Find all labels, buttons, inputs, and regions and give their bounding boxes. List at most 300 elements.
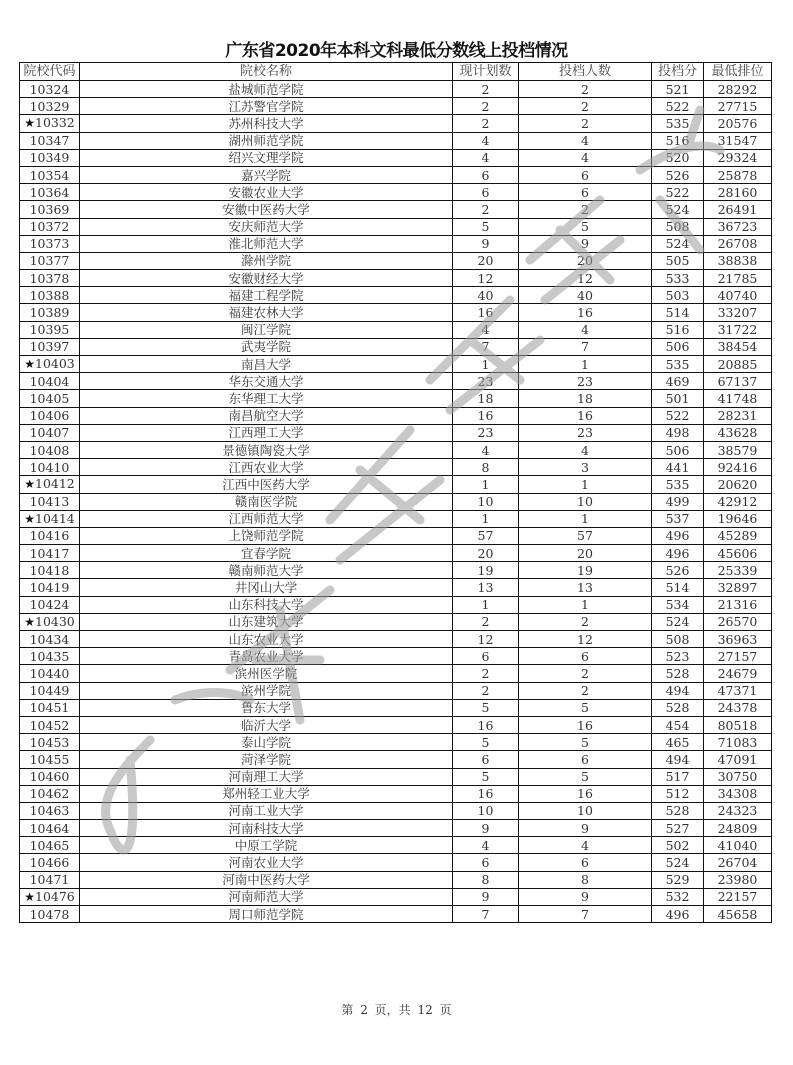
cell-school-code	[20, 768, 80, 785]
cell-school-name	[80, 768, 453, 785]
cell-plan-count	[453, 854, 519, 871]
cell-school-name-text: 江西中医药大学	[222, 476, 310, 492]
cell-admission-score	[652, 287, 704, 304]
cell-admitted-count-text: 2	[581, 614, 589, 630]
cell-plan-count-text: 4	[481, 442, 490, 458]
cell-school-code	[20, 734, 80, 751]
cell-plan-count	[453, 906, 519, 923]
cell-school-code	[20, 596, 80, 613]
cell-school-code	[20, 270, 80, 287]
cell-min-rank	[704, 682, 772, 699]
cell-school-code	[20, 682, 80, 699]
cell-school-name	[80, 81, 453, 98]
cell-min-rank-text: 30750	[717, 769, 758, 785]
cell-school-name	[80, 441, 453, 458]
cell-plan-count-text: 1	[481, 597, 490, 613]
table-row	[20, 751, 772, 768]
cell-school-name-text: 嘉兴学院	[240, 167, 291, 183]
cell-admitted-count	[519, 837, 652, 854]
cell-min-rank	[704, 321, 772, 338]
cell-school-name	[80, 682, 453, 699]
cell-school-code-text: 10440	[29, 665, 70, 681]
cell-min-rank-text: 27715	[717, 98, 758, 114]
cell-admission-score-text: 524	[665, 855, 690, 871]
cell-school-code-text: 10419	[29, 580, 70, 596]
cell-admission-score-text: 503	[665, 287, 690, 303]
cell-admission-score-text: 528	[665, 803, 690, 819]
cell-school-name	[80, 166, 453, 183]
cell-school-code	[20, 888, 80, 905]
cell-min-rank	[704, 527, 772, 544]
cell-school-code	[20, 407, 80, 424]
cell-school-code	[20, 218, 80, 235]
cell-school-name-text: 河南师范大学	[228, 889, 304, 905]
cell-school-code	[20, 81, 80, 98]
cell-min-rank	[704, 132, 772, 149]
cell-min-rank-text: 43628	[717, 425, 758, 441]
table-row	[20, 287, 772, 304]
cell-min-rank	[704, 252, 772, 269]
cell-school-name-text: 南昌航空大学	[228, 408, 304, 424]
table-row	[20, 218, 772, 235]
cell-plan-count-text: 6	[481, 648, 490, 664]
cell-plan-count-text: 8	[481, 872, 490, 888]
cell-school-name-text: 闽江学院	[240, 322, 291, 338]
cell-admitted-count-text: 9	[581, 820, 589, 836]
cell-admitted-count	[519, 98, 652, 115]
cell-min-rank	[704, 631, 772, 648]
table-row	[20, 596, 772, 613]
cell-min-rank-text: 29324	[717, 150, 758, 166]
cell-admitted-count-text: 4	[581, 837, 589, 853]
cell-min-rank-text: 34308	[717, 786, 758, 802]
cell-admitted-count-text: 4	[581, 133, 589, 149]
cell-school-name-text: 滨州学院	[240, 683, 291, 699]
cell-admission-score	[652, 682, 704, 699]
cell-plan-count	[453, 802, 519, 819]
header-plan-count: 现计划数	[453, 63, 519, 81]
cell-school-code-text: 10410	[29, 459, 70, 475]
table-row	[20, 407, 772, 424]
cell-admitted-count	[519, 441, 652, 458]
cell-school-name-text: 河南农业大学	[228, 855, 304, 871]
cell-plan-count-text: 10	[477, 803, 494, 819]
star-icon: ★	[24, 511, 35, 526]
cell-school-code	[20, 854, 80, 871]
cell-min-rank-text: 20620	[717, 476, 758, 492]
cell-admission-score-text: 454	[665, 717, 690, 733]
cell-admitted-count-text: 2	[581, 665, 589, 681]
table-row	[20, 493, 772, 510]
cell-school-name	[80, 304, 453, 321]
cell-min-rank	[704, 751, 772, 768]
cell-school-name-text: 湖州师范学院	[228, 133, 304, 149]
admission-table	[19, 62, 772, 923]
cell-min-rank	[704, 390, 772, 407]
table-row	[20, 338, 772, 355]
cell-admission-score-text: 524	[665, 236, 690, 252]
cell-admitted-count-text: 5	[581, 700, 589, 716]
cell-min-rank	[704, 149, 772, 166]
cell-school-code-text: 10388	[29, 287, 70, 303]
cell-school-code	[20, 424, 80, 441]
cell-admitted-count-text: 6	[581, 855, 589, 871]
cell-plan-count	[453, 613, 519, 630]
cell-school-name	[80, 871, 453, 888]
cell-admitted-count	[519, 235, 652, 252]
table-row	[20, 441, 772, 458]
cell-min-rank	[704, 545, 772, 562]
cell-school-code	[20, 390, 80, 407]
cell-admitted-count	[519, 287, 652, 304]
cell-school-code	[20, 166, 80, 183]
cell-admission-score	[652, 596, 704, 613]
cell-school-code-text: 10478	[29, 906, 70, 922]
cell-admission-score-text: 498	[665, 425, 690, 441]
cell-admitted-count-text: 6	[581, 184, 589, 200]
cell-school-name	[80, 785, 453, 802]
cell-admission-score	[652, 166, 704, 183]
cell-admitted-count	[519, 768, 652, 785]
table-header-row	[20, 63, 772, 81]
cell-school-name	[80, 579, 453, 596]
header-admission-score: 投档分	[652, 63, 704, 81]
cell-admitted-count	[519, 270, 652, 287]
cell-plan-count	[453, 459, 519, 476]
cell-admission-score	[652, 424, 704, 441]
cell-school-code	[20, 716, 80, 733]
cell-admission-score-text: 494	[665, 683, 690, 699]
cell-admitted-count	[519, 579, 652, 596]
cell-admitted-count	[519, 459, 652, 476]
cell-plan-count	[453, 579, 519, 596]
cell-admission-score	[652, 837, 704, 854]
cell-admission-score	[652, 304, 704, 321]
cell-school-code-text: 10329	[29, 98, 70, 114]
cell-school-name	[80, 407, 453, 424]
cell-admission-score	[652, 871, 704, 888]
cell-min-rank	[704, 287, 772, 304]
cell-plan-count	[453, 218, 519, 235]
cell-school-name	[80, 115, 453, 132]
cell-admitted-count	[519, 562, 652, 579]
cell-admission-score-text: 522	[665, 184, 690, 200]
cell-plan-count	[453, 596, 519, 613]
cell-plan-count	[453, 115, 519, 132]
cell-school-name	[80, 287, 453, 304]
cell-school-code-text: 10418	[29, 562, 70, 578]
cell-school-name	[80, 888, 453, 905]
cell-plan-count	[453, 888, 519, 905]
cell-plan-count-text: 13	[477, 580, 494, 596]
star-icon: ★	[24, 116, 35, 131]
cell-school-code-text: 10453	[29, 734, 70, 750]
cell-min-rank-text: 33207	[717, 305, 758, 321]
table-row	[20, 906, 772, 923]
cell-min-rank	[704, 665, 772, 682]
cell-admission-score-text: 508	[665, 219, 690, 235]
cell-plan-count-text: 19	[477, 562, 494, 578]
table-row	[20, 579, 772, 596]
cell-school-name-text: 江西农业大学	[228, 459, 304, 475]
cell-admitted-count-text: 6	[581, 167, 589, 183]
cell-admission-score	[652, 785, 704, 802]
cell-school-code	[20, 476, 80, 493]
cell-admission-score	[652, 562, 704, 579]
cell-plan-count	[453, 424, 519, 441]
cell-min-rank	[704, 596, 772, 613]
cell-plan-count	[453, 768, 519, 785]
cell-school-code-text: 10464	[29, 820, 70, 836]
cell-admission-score	[652, 631, 704, 648]
cell-min-rank	[704, 304, 772, 321]
cell-admission-score	[652, 218, 704, 235]
cell-plan-count-text: 5	[481, 700, 490, 716]
cell-school-code-text: 10407	[29, 425, 70, 441]
cell-admitted-count	[519, 734, 652, 751]
cell-admitted-count-text: 4	[581, 322, 589, 338]
cell-school-name-text: 井冈山大学	[234, 580, 298, 596]
cell-plan-count	[453, 166, 519, 183]
cell-plan-count-text: 2	[481, 201, 490, 217]
cell-plan-count	[453, 631, 519, 648]
cell-school-name	[80, 631, 453, 648]
cell-admission-score-text: 529	[665, 872, 690, 888]
cell-school-code	[20, 132, 80, 149]
table-row	[20, 166, 772, 183]
cell-min-rank-text: 92416	[717, 459, 758, 475]
cell-admission-score-text: 514	[665, 580, 690, 596]
table-row	[20, 132, 772, 149]
cell-plan-count	[453, 407, 519, 424]
table-row	[20, 510, 772, 527]
cell-school-code	[20, 820, 80, 837]
cell-plan-count-text: 7	[481, 339, 490, 355]
cell-admitted-count	[519, 356, 652, 373]
cell-admitted-count-text: 5	[581, 769, 589, 785]
cell-min-rank	[704, 699, 772, 716]
table-row	[20, 373, 772, 390]
cell-admission-score-text: 516	[665, 133, 690, 149]
cell-plan-count-text: 1	[481, 476, 490, 492]
table-row	[20, 270, 772, 287]
cell-school-code-text: 10347	[29, 133, 70, 149]
cell-min-rank	[704, 837, 772, 854]
cell-admitted-count-text: 2	[581, 683, 589, 699]
cell-min-rank-text: 38838	[717, 253, 758, 269]
cell-min-rank-text: 36963	[717, 631, 758, 647]
cell-admitted-count	[519, 854, 652, 871]
cell-school-code-text: 10369	[29, 201, 70, 217]
cell-admitted-count	[519, 665, 652, 682]
cell-school-name	[80, 493, 453, 510]
cell-min-rank	[704, 648, 772, 665]
cell-plan-count	[453, 734, 519, 751]
cell-min-rank	[704, 871, 772, 888]
header-school-name: 院校名称	[80, 63, 453, 81]
cell-school-name	[80, 527, 453, 544]
cell-admission-score	[652, 854, 704, 871]
cell-min-rank-text: 20576	[717, 115, 758, 131]
cell-plan-count	[453, 527, 519, 544]
cell-min-rank	[704, 854, 772, 871]
cell-admitted-count-text: 7	[581, 339, 589, 355]
cell-min-rank	[704, 338, 772, 355]
cell-plan-count	[453, 321, 519, 338]
cell-school-name	[80, 716, 453, 733]
cell-plan-count	[453, 81, 519, 98]
cell-school-code	[20, 287, 80, 304]
cell-min-rank	[704, 510, 772, 527]
cell-min-rank-text: 24679	[717, 665, 758, 681]
table-row	[20, 304, 772, 321]
cell-admitted-count-text: 18	[577, 390, 593, 406]
cell-school-code-text: 10449	[29, 683, 70, 699]
cell-min-rank-text: 40740	[717, 287, 758, 303]
cell-admitted-count	[519, 751, 652, 768]
cell-admitted-count-text: 3	[581, 459, 589, 475]
cell-school-code-text: 10332	[35, 115, 75, 131]
cell-admission-score-text: 502	[665, 837, 690, 853]
cell-admission-score	[652, 579, 704, 596]
cell-plan-count	[453, 820, 519, 837]
cell-school-code	[20, 115, 80, 132]
cell-school-name-text: 菏泽学院	[240, 751, 291, 767]
cell-school-code-text: 10466	[29, 855, 70, 871]
cell-min-rank-text: 45606	[717, 545, 758, 561]
table-row	[20, 648, 772, 665]
cell-school-code	[20, 184, 80, 201]
cell-school-name-text: 鲁东大学	[240, 700, 291, 716]
table-row	[20, 235, 772, 252]
cell-school-name	[80, 613, 453, 630]
cell-school-name-text: 赣南医学院	[234, 494, 298, 510]
cell-plan-count	[453, 235, 519, 252]
cell-min-rank-text: 45658	[717, 906, 758, 922]
cell-admission-score-text: 522	[665, 408, 690, 424]
cell-min-rank	[704, 201, 772, 218]
cell-school-code	[20, 98, 80, 115]
cell-school-name	[80, 132, 453, 149]
table-row	[20, 665, 772, 682]
cell-admitted-count-text: 12	[577, 631, 593, 647]
cell-min-rank-text: 24378	[717, 700, 758, 716]
cell-admission-score-text: 494	[665, 751, 690, 767]
cell-admitted-count	[519, 648, 652, 665]
cell-plan-count	[453, 373, 519, 390]
cell-admitted-count-text: 6	[581, 648, 589, 664]
cell-school-code-text: 10417	[29, 545, 70, 561]
cell-school-name	[80, 356, 453, 373]
table-row	[20, 545, 772, 562]
cell-min-rank-text: 31547	[717, 133, 758, 149]
cell-school-name	[80, 854, 453, 871]
cell-admission-score	[652, 665, 704, 682]
table-row	[20, 115, 772, 132]
cell-min-rank-text: 26570	[717, 614, 758, 630]
cell-admission-score	[652, 373, 704, 390]
cell-min-rank	[704, 716, 772, 733]
cell-plan-count-text: 7	[481, 906, 490, 922]
cell-admitted-count-text: 8	[581, 872, 589, 888]
table-row	[20, 699, 772, 716]
table-row	[20, 716, 772, 733]
cell-school-code	[20, 493, 80, 510]
header-min-rank: 最低排位	[704, 63, 772, 81]
cell-plan-count	[453, 716, 519, 733]
cell-school-code-text: 10349	[29, 150, 70, 166]
cell-school-name-text: 郑州轻工业大学	[222, 786, 310, 802]
cell-admitted-count	[519, 906, 652, 923]
cell-school-code-text: 10378	[29, 270, 70, 286]
cell-admitted-count	[519, 820, 652, 837]
cell-admitted-count-text: 40	[577, 287, 593, 303]
cell-min-rank-text: 26708	[717, 236, 758, 252]
cell-school-name-text: 福建工程学院	[228, 287, 304, 303]
cell-min-rank-text: 47371	[717, 683, 758, 699]
cell-plan-count	[453, 837, 519, 854]
cell-school-code	[20, 510, 80, 527]
cell-school-name-text: 苏州科技大学	[228, 115, 304, 131]
cell-admission-score-text: 506	[665, 339, 690, 355]
cell-school-name	[80, 321, 453, 338]
cell-plan-count-text: 2	[481, 614, 490, 630]
cell-plan-count-text: 20	[477, 545, 494, 561]
cell-admitted-count	[519, 407, 652, 424]
cell-admitted-count-text: 20	[577, 545, 593, 561]
cell-min-rank	[704, 407, 772, 424]
cell-admitted-count	[519, 390, 652, 407]
table-row	[20, 682, 772, 699]
cell-min-rank-text: 21785	[717, 270, 758, 286]
cell-plan-count	[453, 390, 519, 407]
cell-school-code	[20, 665, 80, 682]
cell-plan-count-text: 4	[481, 150, 490, 166]
cell-admission-score-text: 534	[665, 597, 690, 613]
star-icon: ★	[24, 357, 35, 372]
cell-min-rank-text: 25339	[717, 562, 758, 578]
cell-admission-score-text: 535	[665, 115, 690, 131]
cell-school-code-text: 10424	[29, 597, 70, 613]
cell-admitted-count	[519, 252, 652, 269]
cell-admission-score-text: 517	[665, 769, 690, 785]
cell-school-code-text: 10462	[29, 786, 70, 802]
cell-school-code-text: 10373	[29, 236, 70, 252]
cell-school-code	[20, 751, 80, 768]
cell-school-name	[80, 906, 453, 923]
cell-admitted-count-text: 10	[577, 494, 593, 510]
cell-admitted-count	[519, 115, 652, 132]
cell-plan-count	[453, 562, 519, 579]
cell-admission-score-text: 516	[665, 322, 690, 338]
cell-min-rank-text: 31722	[717, 322, 758, 338]
cell-admission-score	[652, 802, 704, 819]
cell-admission-score	[652, 321, 704, 338]
cell-min-rank	[704, 218, 772, 235]
cell-admitted-count	[519, 716, 652, 733]
table-row	[20, 424, 772, 441]
cell-school-name-text: 上饶师范学院	[228, 528, 304, 544]
cell-admission-score	[652, 906, 704, 923]
cell-plan-count-text: 18	[477, 390, 494, 406]
cell-admitted-count	[519, 218, 652, 235]
cell-school-code	[20, 562, 80, 579]
cell-admitted-count	[519, 699, 652, 716]
cell-school-code-text: 10452	[29, 717, 70, 733]
cell-school-code	[20, 699, 80, 716]
cell-plan-count	[453, 871, 519, 888]
cell-plan-count-text: 5	[481, 219, 490, 235]
